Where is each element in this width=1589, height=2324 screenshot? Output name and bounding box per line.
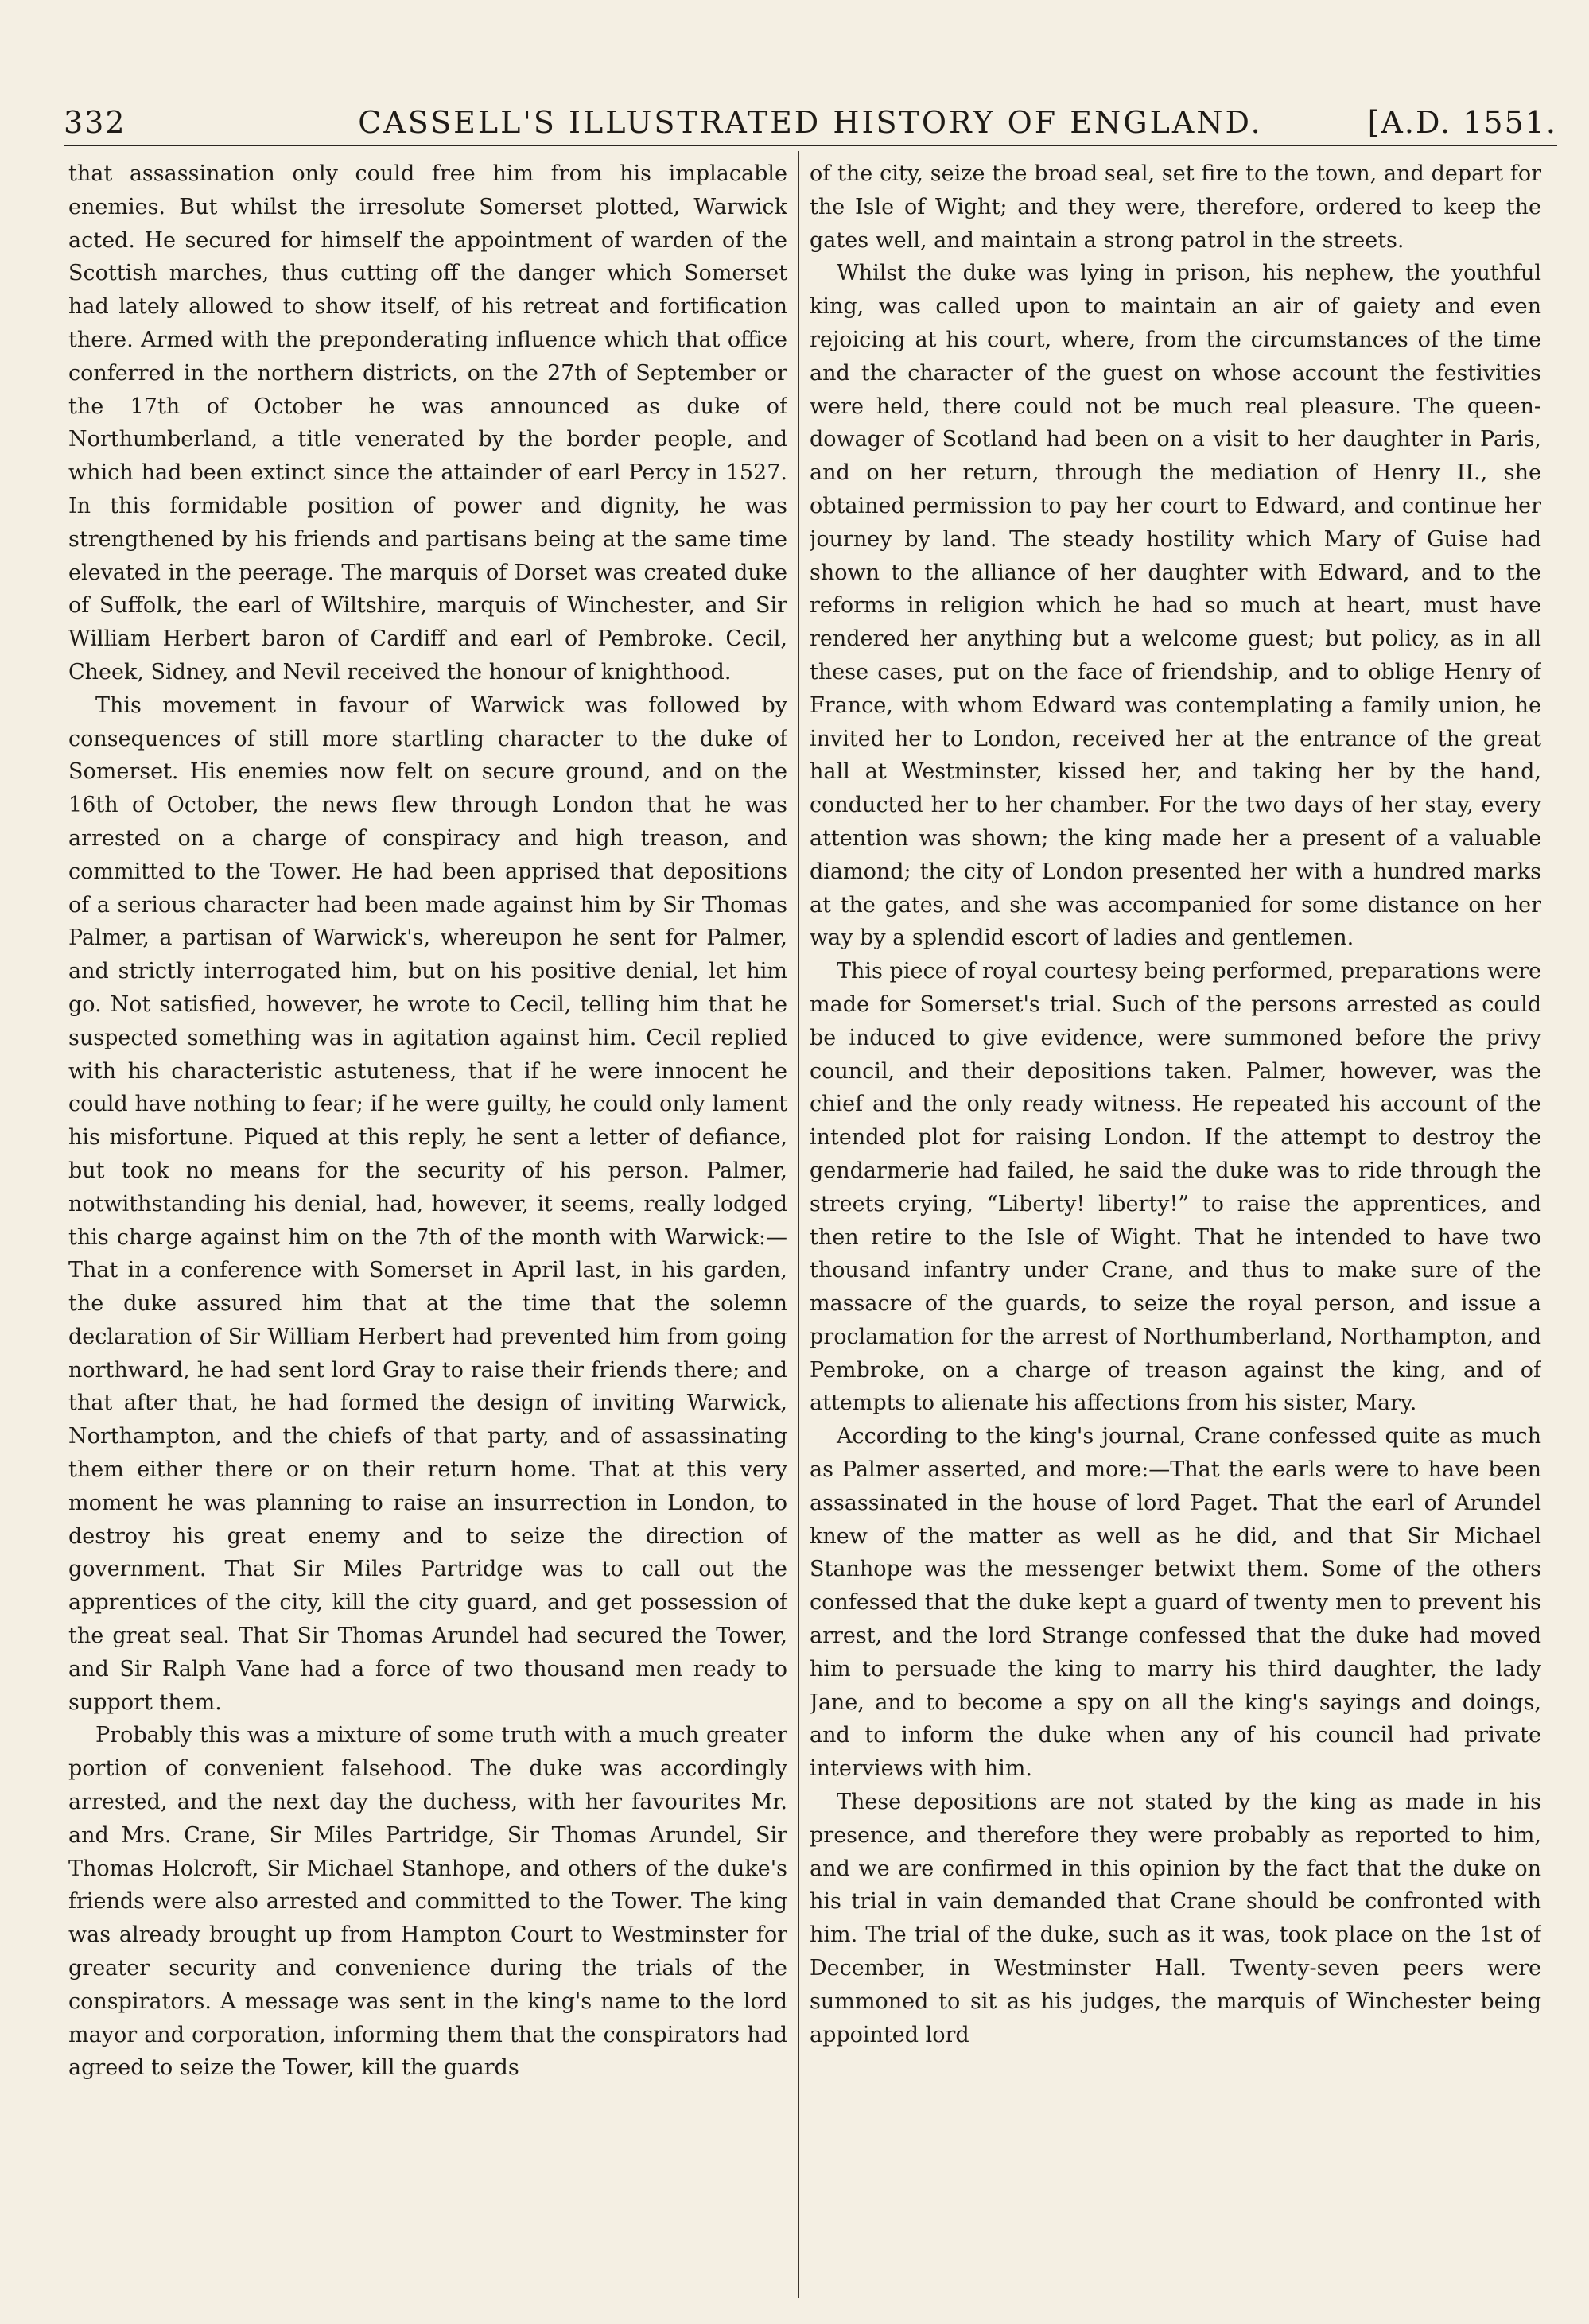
- header-rule: [64, 145, 1557, 146]
- paragraph: Whilst the duke was lying in prison, his nephew, the youthful king, was called upon to maintain an air of gaiety and even rejoicing at his court, where, from the circumstances of the time and the character of the guest on whose account the festivities were held, there could not be much real pleasure. The queen-dowager of Scotland had been on a visit to her daughter in Paris, and on her return, through the mediation of Henry II., she obtained permission to pay her court to Edward, and continue her journey by land. The steady hostility which Mary of Guise had shown to the alliance of her daughter with Edward, and to the reforms in religion which he had so much at heart, must have rendered her anything but a welcome guest; but policy, as in all these cases, put on the face of friendship, and to oblige Henry of France, with whom Edward was contemplating a family union, he invited her to London, received her at the entrance of the great hall at Westminster, kissed her, and taking her by the hand, conducted her to her chamber. For the two days of her stay, every attention was shown; the king made her a present of a valuable diamond; the city of London presented her with a hundred marks at the gates, and she was accompanied for some distance on her way by a splendid escort of ladies and gentlemen.: [810, 261, 1541, 951]
- page-number: 332: [64, 105, 126, 140]
- paragraph: This movement in favour of Warwick was followed by consequences of still more startling character to the duke of Somerset. His enemies now felt on secure ground, and on the 16th of October, the news flew through London that he was arrested on a charge of conspiracy and high treason, and committed to the Tower. He had been apprised that depositions of a serious character had been made against him by Sir Thomas Palmer, a partisan of Warwick's, whereupon he sent for Palmer, and strictly interrogated him, but on his positive denial, let him go. Not satisfied, however, he wrote to Cecil, telling him that he suspected something was in agitation against him. Cecil replied with his characteristic astuteness, that if he were innocent he could have nothing to fear; if he were guilty, he could only lament his misfortune. Piqued at this reply, he sent a letter of defiance, but took no means for the security of his person. Palmer, notwithstanding his denial, had, however, it seems, really lodged this charge against him on the 7th of the month with Warwick:—That in a conference with Somerset in April last, in his garden, the duke assured him that at the time that the solemn declaration of Sir William Herbert had prevented him from going northward, he had sent lord Gray to raise their friends there; and that after that, he had formed the design of inviting Warwick, Northampton, and the chiefs of that party, and of assassinating them either there or on their return home. That at this very moment he was planning to raise an insurrection in London, to destroy his great enemy and to seize the direction of government. That Sir Miles Partridge was to call out the apprentices of the city, kill the city guard, and get possession of the great seal. That Sir Thomas Arundel had secured the Tower, and Sir Ralph Vane had a force of two thousand men ready to support them.: [68, 693, 787, 1715]
- running-title: CASSELL'S ILLUSTRATED HISTORY OF ENGLAND.: [358, 105, 1263, 140]
- paragraph: These depositions are not stated by the king as made in his presence, and therefore they were probably as reported to him, and we are confirmed in this opinion by the fact that the duke on his trial in vain demanded that Crane should be confronted with him. The trial of the duke, such as it was, took place on the 1st of December, in Westminster Hall. Twenty-seven peers were summoned to sit as his judges, the marquis of Winchester being appointed lord: [810, 1790, 1541, 2047]
- paragraph: Probably this was a mixture of some truth with a much greater portion of convenient falsehood. The duke was accordingly arrested, and the next day the duchess, with her favourites Mr. and Mrs. Crane, Sir Miles Partridge, Sir Thomas Arundel, Sir Thomas Holcroft, Sir Michael Stanhope, and others of the duke's friends were also arrested and committed to the Tower. The king was already brought up from Hampton Court to Westminster for greater security and convenience during the trials of the conspirators. A message was sent in the king's name to the lord mayor and corporation, informing them that the conspirators had agreed to seize the Tower, kill the guards: [68, 1723, 787, 2081]
- paragraph: This piece of royal courtesy being performed, preparations were made for Somerset's trial. Such of the persons arrested as could be induced to give evidence, were summoned before the privy council, and their depositions taken. Palmer, however, was the chief and the only ready witness. He repeated his account of the intended plot for raising London. If the attempt to destroy the gendarmerie had failed, he said the duke was to ride through the streets crying, “Liberty! liberty!” to raise the apprentices, and then retire to the Isle of Wight. That he intended to have two thousand infantry under Crane, and thus to make sure of the massacre of the guards, to seize the royal person, and issue a proclamation for the arrest of Northumberland, Northampton, and Pembroke, on a charge of treason against the king, and of attempts to alienate his affections from his sister, Mary.: [810, 959, 1541, 1416]
- paragraph: of the city, seize the broad seal, set fire to the town, and depart for the Isle of Wight; and they were, therefore, ordered to keep the gates well, and maintain a strong patrol in the streets.: [810, 161, 1541, 253]
- running-header: [64, 105, 1557, 140]
- date-marker: [A.D. 1551.: [1367, 105, 1557, 140]
- paragraph: According to the king's journal, Crane confessed quite as much as Palmer asserted, and more:—That the earls were to have been assassinated in the house of lord Paget. That the earl of Arundel knew of the matter as well as he did, and that Sir Michael Stanhope was the messenger betwixt them. Some of the others confessed that the duke kept a guard of twenty men to prevent his arrest, and the lord Strange confessed that the duke had moved him to persuade the king to marry his third daughter, the lady Jane, and to become a spy on all the king's sayings and doings, and to inform the duke when any of his council had private interviews with him.: [810, 1424, 1541, 1782]
- left-column: [68, 157, 787, 2288]
- column-divider: [798, 151, 799, 2298]
- right-column: [810, 157, 1541, 2288]
- paragraph: that assassination only could free him from his implacable enemies. But whilst the irresolute Somerset plotted, Warwick acted. He secured for himself the appointment of warden of the Scottish marches, thus cutting off the danger which Somerset had lately allowed to show itself, of his retreat and fortification there. Armed with the preponderating influence which that office conferred in the northern districts, on the 27th of September or the 17th of October he was announced as duke of Northumberland, a title venerated by the border people, and which had been extinct since the attainder of earl Percy in 1527. In this formidable position of power and dignity, he was strengthened by his friends and partisans being at the same time elevated in the peerage. The marquis of Dorset was created duke of Suffolk, the earl of Wiltshire, marquis of Winchester, and Sir William Herbert baron of Cardiff and earl of Pembroke. Cecil, Cheek, Sidney, and Nevil received the honour of knighthood.: [68, 161, 787, 685]
